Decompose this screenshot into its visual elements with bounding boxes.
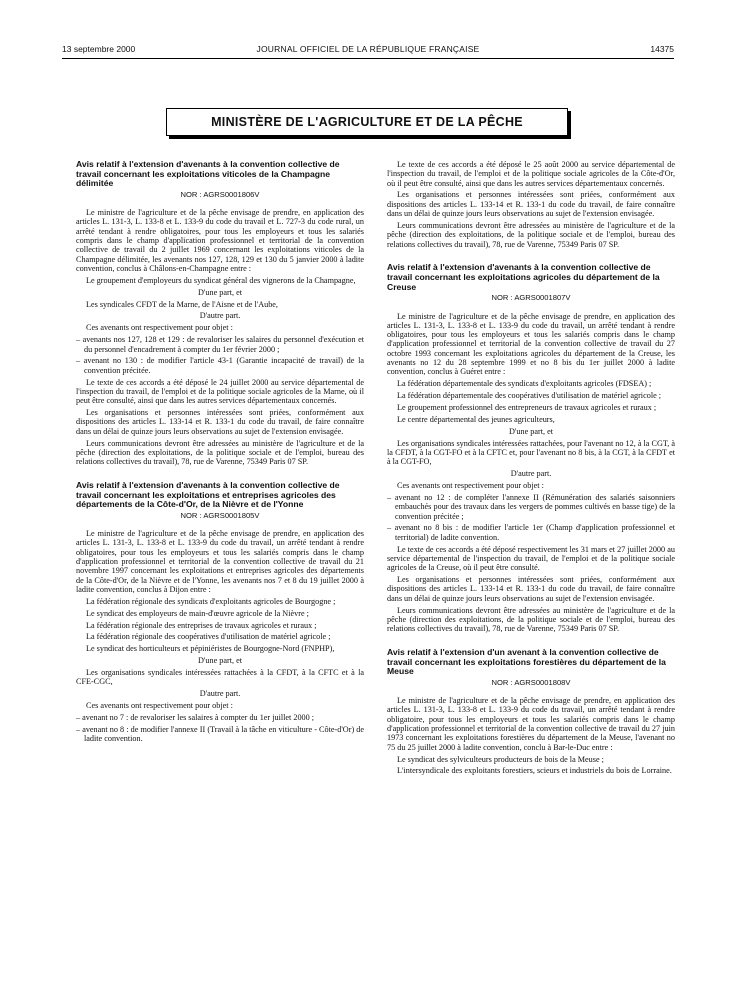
notice-paragraph: D'une part, et: [509, 426, 553, 436]
notice-paragraph: Ces avenants ont respectivement pour objet :: [86, 323, 233, 333]
notice-paragraph: Le texte de ces accords a été déposé le 25 août 2000 au service départemental de l'inspection du travail, de l'emploi et de la politique sociale agricoles de la Côte-d'Or, où il peut être consulté, ainsi que dans les autres services départementaux concernés.: [387, 160, 675, 188]
notice-paragraph: Le ministre de l'agriculture et de la pêche envisage de prendre, en application des articles L. 131-3, L. 133-8 et L. 133-9 du code du travail et L. 727-3 du code rural, un arrêté tendant à rendre obligatoires, pour tous les employeurs et tous les salariés compris dans le champ d'application professionnel et territorial de la convention collective de travail du 2 juillet 1969 concernant les exploitations viticoles de la Champagne délimitée, les avenants nos 127, 128, 129 et 130 du 5 janvier 2000 à ladite convention, conclus à Châlons-en-Champagne entre :: [76, 208, 364, 273]
notice-paragraph: Les organisations et personnes intéressées sont priées, conformément aux dispositions des articles L. 133-14 et R. 133-1 du code du travail, de faire connaître dans un délai de quinze jours leurs observations au sujet de l'extension envisagée.: [387, 190, 675, 219]
notice-paragraph: Le ministre de l'agriculture et de la pêche envisage de prendre, en application des articles L. 131-3, L. 133-8 et L. 133-9 du code du travail, un arrêté tendant à rendre obligatoires, pour tous les employeurs et tous les salariés compris dans le champ d'application professionnel et territorial de la convention collective de travail du 21 novembre 1997 concernant les exploitations et entreprises agricoles des départements de la Côte-d'Or, de la Nièvre et de l'Yonne, les avenants nos 7 et 8 du 19 juillet 2000 à ladite convention, conclus à Dijon entre :: [76, 529, 364, 594]
nor-reference: NOR : AGRS0001807V: [491, 293, 571, 303]
notice-paragraph: Les organisations syndicales intéressées rattachées, pour l'avenant no 12, à la CGT, à la CFDT, à la CGT-FO et à la CFTC et, pour l'avenant no 8 bis, à la CGT, à la CFDT et à la CGT-FO,: [387, 438, 675, 467]
header-date: 13 septembre 2000: [62, 44, 136, 54]
notice-paragraph: Ces avenants ont respectivement pour objet :: [397, 481, 544, 491]
notice-paragraph: Les syndicales CFDT de la Marne, de l'Aisne et de l'Aube,: [86, 299, 278, 309]
notice-paragraph: Le texte de ces accords a été déposé respectivement les 31 mars et 27 juillet 2000 au service départemental de l'inspection du travail, de l'emploi et de la politique sociale agricoles de la Creuse, où il peut être consulté.: [387, 544, 675, 573]
notice-paragraph: Le groupement professionnel des entrepreneurs de travaux agricoles et ruraux ;: [397, 402, 657, 412]
notice-paragraph: – avenant no 8 bis : de modifier l'article 1er (Champ d'application professionnel et territorial) de ladite convention.: [387, 523, 675, 542]
notice-paragraph: Les organisations et personnes intéressées sont priées, conformément aux dispositions des articles L. 133-14 et R. 133-1 du code du travail, de faire connaître dans un délai de quinze jours leurs observations au sujet de l'extension envisagée.: [387, 575, 675, 603]
notice-paragraph: Le syndicat des employeurs de main-d'œuvre agricole de la Nièvre ;: [86, 608, 309, 618]
notice-paragraph: Ces avenants ont respectivement pour objet :: [86, 701, 233, 711]
header-rule: [62, 58, 674, 59]
notice-section: [387, 648, 675, 776]
notice-paragraph: Les organisations syndicales intéressées rattachées à la CFDT, à la CFTC et à la CFE-CGC,: [76, 668, 364, 687]
right-column: [387, 160, 675, 778]
notice-paragraph: – avenant no 12 : de compléter l'annexe II (Rémunération des salariés saisonniers embauchés pour des travaux dans les vergers de pommes cultivés en basse tige) de la convention précitée ;: [387, 492, 675, 521]
notice-section: [387, 263, 675, 633]
nor-reference: NOR : AGRS0001806V: [180, 189, 260, 199]
notice-section: [387, 160, 675, 249]
notice-title: Avis relatif à l'extension d'avenants à la convention collective de travail concernant les exploitations et entreprises agricoles des départements de la Côte-d'Or, de la Nièvre et de l'Yonne: [76, 480, 340, 510]
notice-paragraph: La fédération régionale des syndicats d'exploitants agricoles de Bourgogne ;: [86, 596, 336, 606]
notice-paragraph: L'intersyndicale des exploitants forestiers, scieurs et industriels du bois de Lorraine.: [397, 766, 672, 776]
nor-reference: NOR : AGRS0001805V: [180, 510, 260, 520]
header-journal: JOURNAL OFFICIEL DE LA RÉPUBLIQUE FRANÇAISE: [256, 44, 480, 54]
notice-paragraph: Le syndicat des horticulteurs et pépiniéristes de Bourgogne-Nord (FNPHP),: [86, 644, 335, 654]
notice-paragraph: Le centre départemental des jeunes agriculteurs,: [397, 414, 555, 424]
notice-paragraph: Le ministre de l'agriculture et de la pêche envisage de prendre, en application des articles L. 131-3, L. 133-8 et L. 133-9 du code du travail, un arrêté tendant à rendre obligatoire, pour tous les employeurs et tous les salariés compris dans le champ d'application professionnel et territorial de la convention collective de travail du 27 juin 1973 concernant les exploitations forestières du département de la Meuse, l'avenant no 75 du 25 juillet 2000 à ladite convention, conclu à Bar-le-Duc entre :: [387, 696, 675, 752]
notice-paragraph: – avenant no 7 : de revaloriser les salaires à compter du 1er juillet 2000 ;: [76, 713, 315, 723]
notice-paragraph: Le ministre de l'agriculture et de la pêche envisage de prendre, en application des articles L. 131-3, L. 133-8 et L. 133-9 du code du travail, un arrêté tendant à rendre obligatoires, pour tous les employeurs et tous les salariés compris dans le champ d'application professionnel et territorial de la convention collective de travail du 27 octobre 1993 concernant les exploitations agricoles du département de la Creuse, les avenants no 12 du 28 septembre 1999 et no 8 bis du 1er juillet 2000 à ladite convention, conclus à Guéret entre :: [387, 311, 675, 377]
notice-paragraph: Le texte de ces accords a été déposé le 24 juillet 2000 au service départemental de l'inspection du travail, de l'emploi et de la politique sociale agricoles de la Marne, où il peut être consulté, ainsi que dans les autres services départementaux concernés.: [76, 377, 364, 406]
notice-section: [76, 481, 364, 744]
notice-paragraph: La fédération régionale des coopératives d'utilisation de matériel agricole ;: [86, 632, 331, 642]
nor-reference: NOR : AGRS0001808V: [491, 677, 571, 687]
header-page-number: 14375: [650, 44, 674, 54]
left-column: [76, 160, 364, 746]
notice-title: Avis relatif à l'extension d'avenants à la convention collective de travail concernant les exploitations viticoles de la Champagne délimitée: [76, 159, 340, 189]
page-header: [62, 44, 674, 58]
notice-paragraph: D'une part, et: [198, 656, 242, 666]
notice-paragraph: – avenants nos 127, 128 et 129 : de revaloriser les salaires du personnel d'exécution et du personnel d'encadrement à compter du 1er février 2000 ;: [76, 335, 364, 354]
notice-title: Avis relatif à l'extension d'avenants à la convention collective de travail concernant les exploitations agricoles du département de la Creuse: [387, 262, 660, 292]
notice-paragraph: Les organisations et personnes intéressées sont priées, conformément aux dispositions des articles L. 133-14 et R. 133-1 du code du travail, de faire connaître dans un délai de quinze jours leurs observations au sujet de l'extension envisagée.: [76, 408, 364, 436]
notice-paragraph: Leurs communications devront être adressées au ministère de l'agriculture et de la pêche (direction des exploitations, de la politique sociale et de l'emploi, bureau des relations collectives du travail), 78, rue de Varenne, 75349 Paris 07 SP.: [387, 605, 675, 634]
notice-paragraph: – avenant no 8 : de modifier l'annexe II (Travail à la tâche en viticulture - Côte-d'Or) de ladite convention.: [76, 724, 364, 744]
notice-paragraph: Leurs communications devront être adressées au ministère de l'agriculture et de la pêche (direction des exploitations, de la politique sociale et de l'emploi, bureau des relations collectives du travail), 78, rue de Varenne, 75349 Paris 07 SP.: [387, 220, 675, 249]
notice-paragraph: La fédération départementale des syndicats d'exploitants agricoles (FDSEA) ;: [397, 379, 652, 389]
notice-paragraph: La fédération régionale des entreprises de travaux agricoles et ruraux ;: [86, 620, 317, 630]
notice-title: Avis relatif à l'extension d'un avenant à la convention collective de travail concernant les exploitations forestières du département de la Meuse: [387, 647, 666, 677]
notice-paragraph: D'une part, et: [198, 287, 242, 297]
notice-paragraph: D'autre part.: [199, 311, 241, 321]
notice-paragraph: Leurs communications devront être adressées au ministère de l'agriculture et de la pêche (direction des exploitations, de la politique sociale et de l'emploi, bureau des relations collectives du travail), 78, rue de Varenne, 75349 Paris 07 SP.: [76, 438, 364, 467]
notice-paragraph: – avenant no 130 : de modifier l'article 43-1 (Garantie incapacité de travail) de la convention précitée.: [76, 356, 364, 375]
notice-section: [76, 160, 364, 466]
notice-paragraph: Le syndicat des sylviculteurs producteurs de bois de la Meuse ;: [397, 754, 604, 764]
notice-paragraph: La fédération départementale des coopératives d'utilisation de matériel agricole ;: [397, 391, 662, 401]
notice-paragraph: D'autre part.: [199, 689, 241, 699]
ministry-box: MINISTÈRE DE L'AGRICULTURE ET DE LA PÊCHE: [166, 108, 568, 136]
notice-paragraph: D'autre part.: [510, 469, 552, 479]
notice-paragraph: Le groupement d'employeurs du syndicat général des vignerons de la Champagne,: [86, 275, 356, 285]
